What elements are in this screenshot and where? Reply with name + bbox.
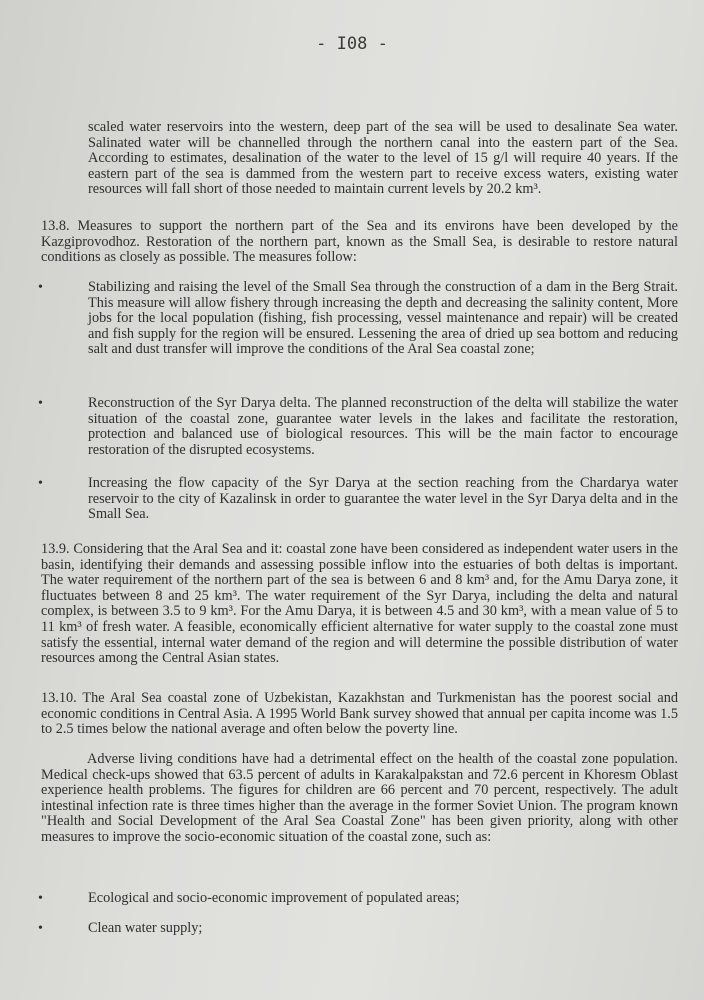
bullet-marker: • (38, 476, 43, 491)
bullet-marker: • (38, 921, 43, 936)
page-number: - I08 - (316, 34, 388, 54)
bullet-item-dam: Stabilizing and raising the level of the Small Sea through the construction of a dam in the Berg Strait. This measure will allow fishery through increasing the depth and decreasing the salinity content, More jobs for the local population (fishing, fish processing, vessel maintenance and repair) will be created and fish supply for the region will be ensured. Lessening the area of dried up sea bottom and reducing salt and dust transfer will improve the conditions of the Aral Sea coastal zone; (88, 279, 678, 358)
bullet-item-flow: Increasing the flow capacity of the Syr Darya at the section reaching from the Chardarya water reservoir to the city of Kazalinsk in order to guarantee the water level in the Syr Darya delta and in the Small Sea. (88, 475, 678, 523)
bullet-item-ecology: Ecological and socio-economic improvement of populated areas; (88, 890, 460, 906)
bullet-marker: • (38, 396, 43, 411)
bullet-marker: • (38, 280, 43, 295)
health-paragraph: Adverse living conditions have had a detrimental effect on the health of the coastal zone population. Medical check-ups showed that 63.5 percent of adults in Karakalpakstan and 72.6 percent in Khoresm Oblast experience health problems. The figures for children are 66 percent and 70 percent, respectively. The adult intestinal infection rate is three times higher than the average in the former Soviet Union. The program known "Health and Social Development of the Aral Sea Coastal Zone" has been given priority, along with other measures to improve the socio-economic situation of the coastal zone, such as: (41, 751, 678, 845)
section-13-10-paragraph: 13.10. The Aral Sea coastal zone of Uzbekistan, Kazakhstan and Turkmenistan has the poorest social and economic conditions in Central Asia. A 1995 World Bank survey showed that annual per capita income was 1.5 to 2.5 times below the national average and often below the poverty line. (41, 690, 678, 738)
bullet-item-water: Clean water supply; (88, 920, 203, 936)
intro-paragraph: scaled water reservoirs into the western, deep part of the sea will be used to desalinate Sea water. Salinated water will be channelled through the northern canal into the eastern part of the Sea. According to estimates, desalination of the water to the level of 15 g/l will require 40 years. If the eastern part of the sea is dammed from the western part to receive excess waters, existing water resources will fall short of those needed to maintain current levels by 20.2 km³. (88, 119, 678, 198)
bullet-item-delta: Reconstruction of the Syr Darya delta. The planned reconstruction of the delta will stabilize the water situation of the coastal zone, guarantee water levels in the lakes and facilitate the restoration, protection and balanced use of biological resources. This will be the main factor to encourage restoration of the disrupted ecosystems. (88, 395, 678, 458)
section-13-8-paragraph: 13.8. Measures to support the northern part of the Sea and its environs have been developed by the Kazgiprovodhoz. Restoration of the northern part, known as the Small Sea, is desirable to restore natural conditions as closely as possible. The measures follow: (41, 218, 678, 266)
bullet-marker: • (38, 891, 43, 906)
section-13-9-paragraph: 13.9. Considering that the Aral Sea and it: coastal zone have been considered as independent water users in the basin, identifying their demands and assessing possible inflow into the estuaries of both deltas is important. The water requirement of the northern part of the sea is between 6 and 8 km³ and, for the Amu Darya zone, it fluctuates between 8 and 25 km³. The water requirement of the Syr Darya, including the delta and natural complex, is between 3.5 to 9 km³. For the Amu Darya, it is between 4.5 and 30 km³, with a mean value of 5 to 11 km³ of fresh water. A feasible, economically efficient alternative for water supply to the coastal zone must satisfy the essential, internal water demand of the region and will determine the possible distribution of water resources among the Central Asian states. (41, 541, 678, 667)
